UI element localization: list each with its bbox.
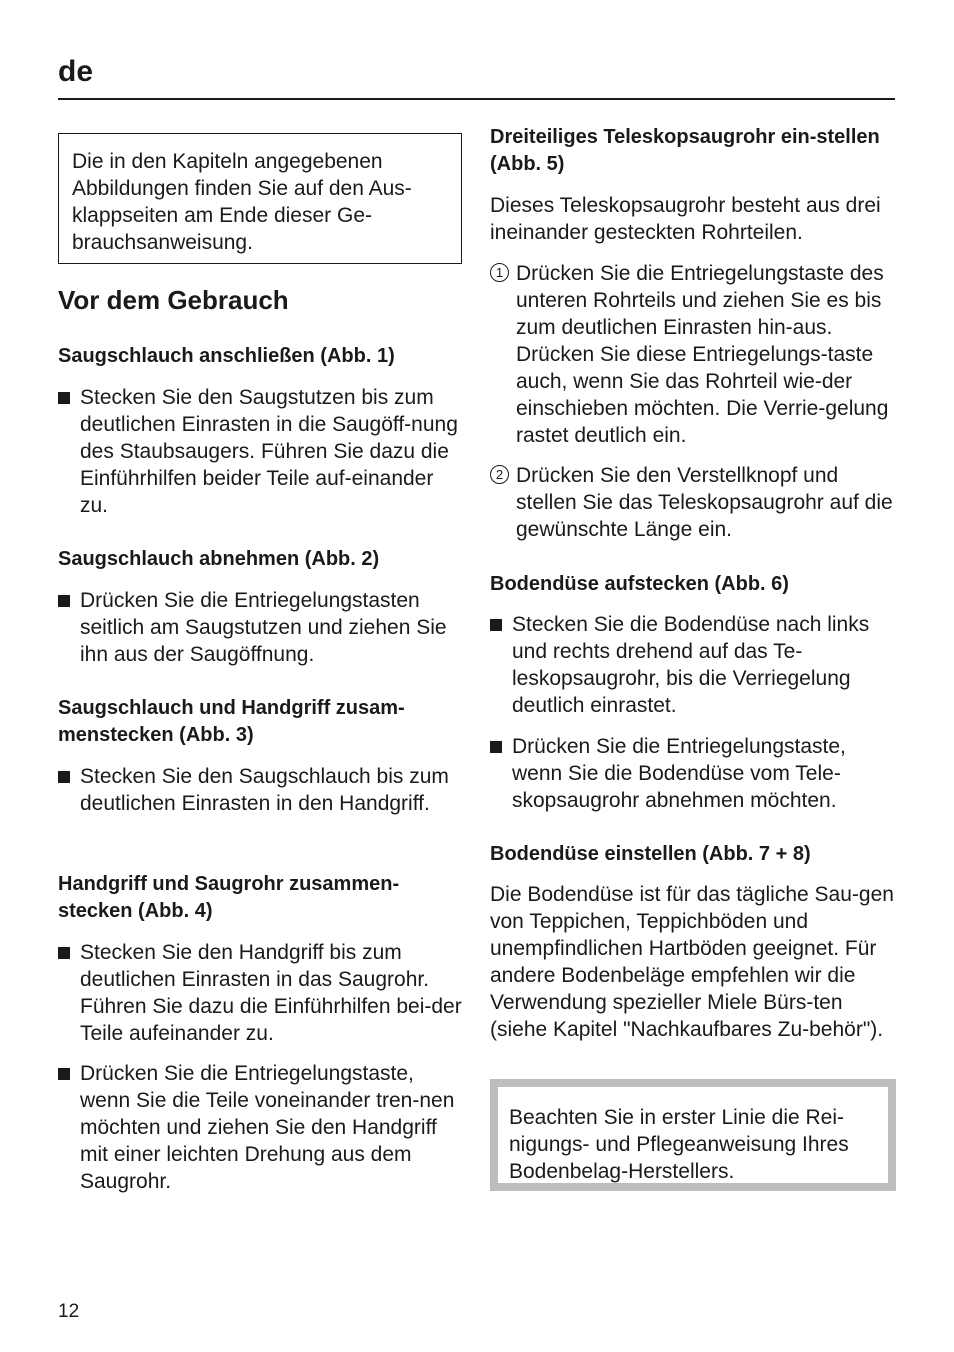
bullet-square-icon (490, 619, 502, 631)
highlight-note-text: Beachten Sie in erster Linie die Rei-nigungs- und Pflegeanweisung Ihres Bodenbelag-Herstellers. (509, 1106, 849, 1183)
section-title-block (58, 284, 464, 316)
subsection-heading: Dreiteiliges Teleskopsaugrohr ein-stellen (Abb. 5) (490, 126, 880, 175)
subsection-heading: Handgriff und Saugrohr zusammen-stecken (Abb. 4) (58, 873, 400, 922)
heading-saugschlauch-abnehmen (58, 546, 464, 573)
list-item-text: Stecken Sie den Saugstutzen bis zum deutlichen Einrasten in die Saugöff-nung des Staubsaugers. Führen Sie dazu die Einführhilfen beider Teile auf-einander zu. (80, 386, 458, 517)
subsection-heading: Bodendüse aufstecken (Abb. 6) (490, 573, 789, 595)
step-text: Drücken Sie den Verstellknopf und stellen Sie das Teleskopsaugrohr auf die gewünschte Länge ein. (516, 464, 893, 541)
paragraph-text: Dieses Teleskopsaugrohr besteht aus drei ineinander gesteckten Rohrteilen. (490, 194, 881, 244)
subsection-heading: Saugschlauch anschließen (Abb. 1) (58, 345, 395, 367)
highlight-note-box (490, 1079, 896, 1191)
bullet-square-icon (58, 595, 70, 607)
intro-note-text: Die in den Kapiteln angegebenen Abbildungen finden Sie auf den Aus-klappseiten am Ende dieser Ge-brauchsanweisung. (72, 150, 412, 254)
list-item-text: Stecken Sie den Handgriff bis zum deutlichen Einrasten in das Saugrohr. Führen Sie dazu die Einführhilfen bei-der Teile aufeinander zu. (80, 941, 462, 1045)
heading-bodenduese-einstellen (490, 841, 896, 868)
list-item-text: Stecken Sie den Saugschlauch bis zum deutlichen Einrasten in den Handgriff. (80, 765, 449, 815)
page-number: 12 (58, 1301, 80, 1322)
subsection-heading: Saugschlauch abnehmen (Abb. 2) (58, 548, 380, 570)
intro-note-box (58, 133, 462, 264)
header-divider (58, 98, 895, 100)
step-text: Drücken Sie die Entriegelungstaste des unteren Rohrteils und ziehen Sie es bis zum deutlichen Einrasten hin-aus. Drücken Sie diese Entriegelungs-taste auch, wenn Sie das Rohrteil wie-der einschieben möchten. Die Verrie-gelung rastet deutlich ein. (516, 262, 889, 447)
language-label: de (58, 55, 94, 88)
bullet-square-icon (58, 1068, 70, 1080)
list-item-text: Drücken Sie die Entriegelungstaste, wenn Sie die Bodendüse vom Tele-skopsaugrohr abnehmen möchten. (512, 735, 846, 812)
heading-teleskopsaugrohr (490, 124, 896, 178)
bullet-square-icon (58, 392, 70, 404)
list-item-text: Drücken Sie die Entriegelungstasten seitlich am Saugstutzen und ziehen Sie ihn aus der Saugöffnung. (80, 589, 447, 666)
heading-handgriff-saugrohr (58, 871, 464, 925)
subsection-heading: Saugschlauch und Handgriff zusam-menstecken (Abb. 3) (58, 697, 405, 746)
heading-saugschlauch-anschliessen (58, 343, 464, 370)
paragraph-block (490, 192, 896, 246)
section-title: Vor dem Gebrauch (58, 285, 289, 315)
bullet-square-icon (58, 947, 70, 959)
heading-saugschlauch-handgriff (58, 695, 464, 749)
heading-bodenduese-aufstecken (490, 571, 896, 598)
list-item-text: Stecken Sie die Bodendüse nach links und rechts drehend auf das Te-leskopsaugrohr, bis die Verriegelung deutlich einrastet. (512, 613, 870, 717)
subsection-heading: Bodendüse einstellen (Abb. 7 + 8) (490, 843, 811, 865)
bullet-square-icon (490, 741, 502, 753)
highlight-note-inner (498, 1087, 888, 1183)
paragraph-text: Die Bodendüse ist für das tägliche Sau-gen von Teppichen, Teppichböden und unempfindlichen Hartböden geeignet. Für andere Bodenbeläge empfehlen wir die Verwendung spezieller Miele Bürs-ten (siehe Kapitel "Nachkaufbares Zu-behör"). (490, 883, 894, 1041)
step-number-icon: 2 (490, 465, 509, 484)
list-item-text: Drücken Sie die Entriegelungstaste, wenn Sie die Teile voneinander tren-nen möchten und ziehen Sie den Handgriff mit einer leichten Drehung aus dem Saugrohr. (80, 1062, 455, 1193)
step-number-icon: 1 (490, 263, 509, 282)
paragraph-block (490, 881, 896, 1043)
bullet-square-icon (58, 771, 70, 783)
